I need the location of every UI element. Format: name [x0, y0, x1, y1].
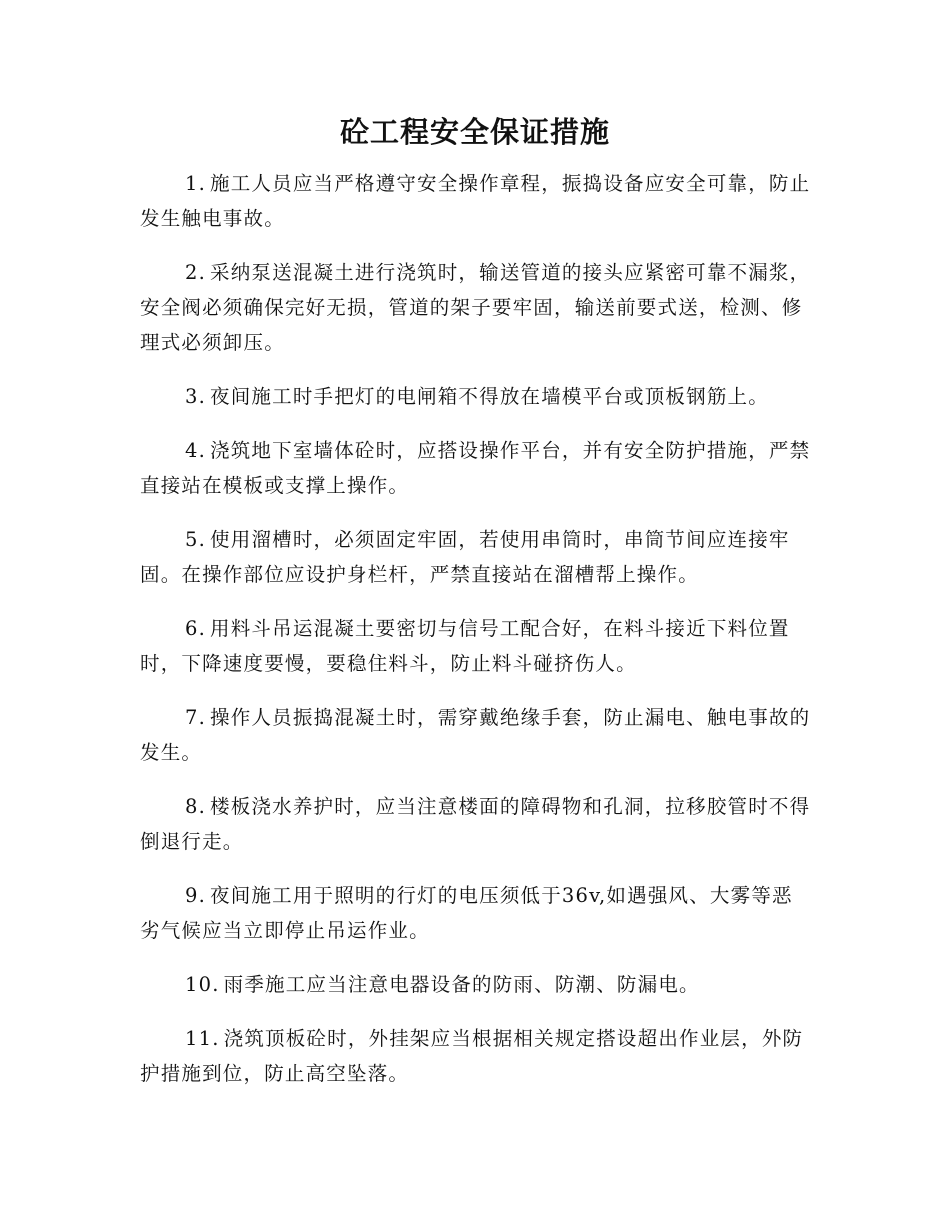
list-item	[140, 700, 812, 770]
item-number: 6.	[185, 617, 207, 640]
item-text: 施工人员应当严格遵守安全操作章程，振捣设备应安全可靠，防止发生触电事故。	[140, 172, 811, 230]
list-item	[140, 611, 812, 681]
item-text: 使用溜槽时，必须固定牢固，若使用串筒时，串筒节间应连接牢固。在操作部位应设护身栏杆，严禁直接站在溜槽帮上操作。	[140, 528, 790, 586]
item-number: 7.	[185, 706, 207, 729]
item-text: 操作人员振捣混凝土时，需穿戴绝缘手套，防止漏电、触电事故的发生。	[140, 706, 811, 764]
item-number: 9.	[185, 884, 207, 907]
list-item	[140, 379, 812, 414]
list-item	[140, 878, 812, 948]
item-text: 浇筑地下室墙体砼时，应搭设操作平台，并有安全防护措施，严禁直接站在模板或支撑上操作。	[140, 439, 811, 497]
list-item	[140, 166, 812, 236]
item-text: 楼板浇水养护时，应当注意楼面的障碍物和孔洞，拉移胶管时不得倒退行走。	[140, 795, 811, 853]
list-item	[140, 967, 812, 1002]
item-number: 1.	[185, 172, 207, 195]
list-item	[140, 1021, 812, 1091]
item-number: 10.	[185, 973, 220, 996]
item-number: 11.	[185, 1027, 220, 1050]
item-number: 3.	[185, 385, 207, 408]
list-item	[140, 433, 812, 503]
list-item	[140, 255, 812, 360]
document-title: 砼工程安全保证措施	[339, 115, 610, 149]
item-text: 采纳泵送混凝土进行浇筑时，输送管道的接头应紧密可靠不漏浆，安全阀必须确保完好无损，管道的架子要牢固，输送前要式送，检测、修理式必须卸压。	[140, 261, 811, 354]
list-item	[140, 789, 812, 859]
item-text: 夜间施工时手把灯的电闸箱不得放在墙模平台或顶板钢筋上。	[210, 385, 769, 408]
list-item	[140, 522, 812, 592]
item-text: 夜间施工用于照明的行灯的电压须低于36v,如遇强风、大雾等恶劣气候应当立即停止吊运作业。	[140, 884, 793, 942]
item-number: 5.	[185, 528, 207, 551]
item-text: 用料斗吊运混凝土要密切与信号工配合好，在料斗接近下料位置时，下降速度要慢，要稳住料斗，防止料斗碰挤伤人。	[140, 617, 790, 675]
item-text: 浇筑顶板砼时，外挂架应当根据相关规定搭设超出作业层，外防护措施到位，防止高空坠落。	[140, 1027, 804, 1085]
item-text: 雨季施工应当注意电器设备的防雨、防潮、防漏电。	[223, 973, 700, 996]
item-number: 4.	[185, 439, 207, 462]
measures-list	[140, 166, 812, 1110]
item-number: 8.	[185, 795, 207, 818]
item-number: 2.	[185, 261, 207, 284]
